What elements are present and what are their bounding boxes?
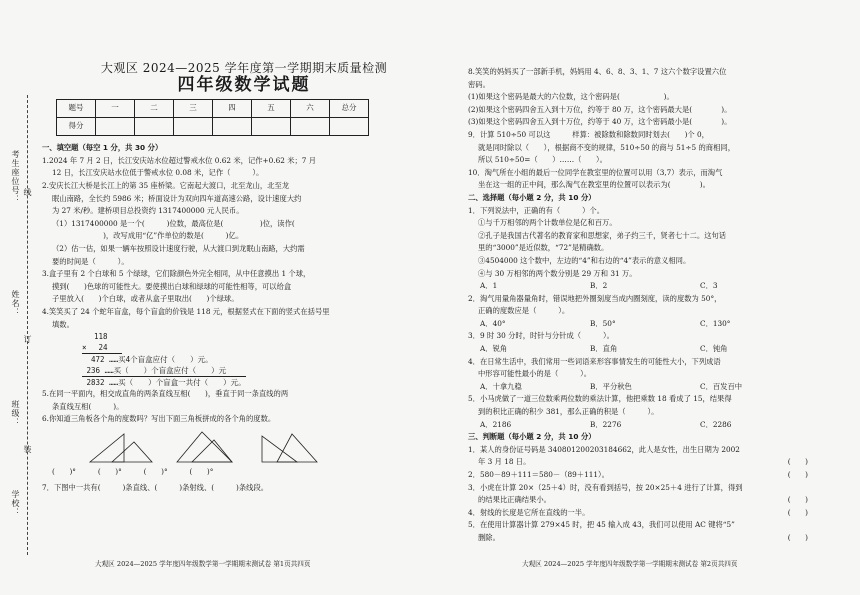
exam-subtitle: 四年级数学试题 (177, 74, 311, 95)
zhuang-mark: 装 (23, 445, 32, 454)
choice-5-line: 到的积比正确的积少 381，那么正确的积是（ ）。 (478, 407, 659, 417)
exam-title: 大观区 2024—2025 学年度第一学期期末质量检测 (100, 61, 388, 75)
class-label: 班级： (11, 400, 20, 427)
choice-1-options (468, 280, 848, 293)
choice-4-options (468, 381, 848, 394)
judge-3-line (468, 494, 848, 507)
judge-4-line (468, 507, 848, 520)
choice-5-options (468, 419, 848, 432)
question-3-line: 3.盒子里有 2 个白球和 5 个绿球，它们除颜色外完全相同，从中任意摸出 1 个球， (42, 269, 311, 279)
answer-paren[interactable]: ( ) (787, 457, 808, 467)
question-2-line: （1）1317400000 是一个( )位数，最高位是( )位，读作( (52, 218, 295, 228)
school-label: 学校： (11, 490, 20, 517)
judge-5-line (468, 532, 848, 545)
score-cell[interactable] (291, 118, 330, 136)
line-mark: 线 (23, 188, 32, 197)
score-header-cell: 五 (252, 100, 291, 118)
judge-4-text: 4．射线的长度是它所在直线的一半。 (468, 507, 590, 517)
mult-line: 472 ……买4个盲盒应付（ ）元。 (82, 355, 213, 365)
question-1-line: 1.2024 年 7 月 2 日，长江安庆站水位超过警戒水位 0.62 米，记作+0.62 米；7 月 (42, 155, 317, 165)
right-page-footer: 大观区 2024—2025 学年度四年级数学第一学期期末测试卷 第2页共四页 (522, 560, 738, 568)
vertical-multiplication (82, 331, 446, 388)
choice-2-options (468, 318, 848, 331)
option-a[interactable]: A．锐角 (480, 344, 508, 354)
choice-3-options (468, 343, 848, 356)
answer-paren[interactable]: ( ) (787, 507, 808, 517)
choice-4-line: 4．在日常生活中，我们常用一些词语来形容事情发生的可能性大小，下列成语 (468, 356, 721, 366)
choice-4-line: 中形容可能性最小的是（ ）。 (478, 369, 592, 379)
section-choice: 二、选择题（每小题 2 分，共 10 分） (468, 192, 596, 202)
option-c[interactable]: C．百发百中 (700, 381, 743, 391)
judge-5-text: 删除。 (478, 532, 500, 542)
question-9-line: 就是同时除以（ ），根据商不变的规律，510÷50 的商与 51÷5 的商相同， (478, 142, 735, 152)
score-cell[interactable] (252, 118, 291, 136)
score-table-header-row (57, 100, 369, 118)
option-c[interactable]: C．3 (700, 281, 718, 291)
option-b[interactable]: B．2276 (590, 419, 622, 429)
name-label: 姓名： (11, 290, 20, 317)
choice-1-line: ②孔子是我国古代著名的教育家和思想家，弟子约三千，贤者七十二。这句话 (478, 230, 727, 240)
triangle-rulers-figure (82, 428, 342, 466)
option-a[interactable]: A．1 (480, 281, 498, 291)
answer-paren[interactable]: ( ) (787, 495, 808, 505)
choice-1-line: 里的“3000”是近似数，“72”是精确数。 (478, 243, 609, 253)
binding-dashed-line (27, 95, 28, 555)
score-header-cell: 总分 (330, 100, 369, 118)
judge-3-text: 的结果比正确结果小。 (478, 495, 551, 505)
option-a[interactable]: A．十拿九稳 (480, 381, 522, 391)
score-header-cell: 题号 (57, 100, 96, 118)
option-c[interactable]: C．钝角 (700, 344, 728, 354)
question-5-line: 条直线互相( )。 (52, 401, 124, 411)
judge-2-text: 2．580－89＋111＝580－（89＋111）。 (468, 470, 609, 479)
choice-1-line: ④与 30 万相邻的两个数分别是 29 万和 31 万。 (478, 268, 637, 278)
judge-1-line (468, 456, 848, 469)
score-table (56, 99, 369, 136)
option-b[interactable]: B．2 (590, 281, 608, 291)
binding-margin (0, 0, 40, 595)
question-2-line: （2）估一估，如果一辆车按照设计速度行驶，从大渡口到龙眠山南路，大约需 (52, 243, 305, 253)
score-cell[interactable] (174, 118, 213, 136)
score-header-cell: 二 (135, 100, 174, 118)
question-8-line: (3)如果这个密码四舍五入到十万位，约等于 40 万，这个密码最小是( )。 (468, 117, 732, 127)
question-3-line: 子里放入( )个白球，或者从盒子里取出( )个绿球。 (52, 294, 239, 304)
question-4-line: 4.笑笑买了 24 个蛇年盲盒，每个盲盒的价钱是 118 元，根据竖式在下面的竖式在括号里 (42, 306, 330, 316)
question-9-line: 9．计算 510÷50 可以这 样算：被除数和除数同时划去( )个 0， (468, 129, 709, 139)
score-cell[interactable] (213, 118, 252, 136)
option-a[interactable]: A．40° (480, 318, 506, 328)
question-10-line: 坐在这一组的正中间，那么淘气在教室里的位置可以表示为( )。 (478, 180, 710, 190)
mult-line: 118 (82, 332, 108, 342)
answer-paren[interactable]: ( ) (787, 532, 808, 542)
question-1-line: 12 日，长江安庆站水位低于警戒水位 0.08 米，记作（ ）。 (52, 168, 264, 178)
option-c[interactable]: C．2286 (700, 419, 732, 429)
choice-2-line: 正确的度数应是（ ）。 (478, 306, 570, 316)
question-9-line: 所以 510÷50=（ ）……（ ）。 (478, 155, 607, 165)
judge-1-text: 年 3 月 18 日。 (478, 457, 531, 467)
question-5-line: 5.在同一平面内，相交成直角的两条直线互相( )，垂直于同一条直线的两 (42, 389, 289, 399)
judge-5-line: 5．在使用计算器计算 279×45 时，把 45 输入成 43，我们可以使用 AC 键将“5” (468, 520, 735, 530)
question-2-line: 2.安庆长江大桥是长江上的第 35 座桥梁。它南起大渡口，北至龙山，北至龙 (42, 180, 290, 190)
score-header-cell: 四 (213, 100, 252, 118)
left-page-footer: 大观区 2024—2025 学年度四年级数学第一学期期末测试卷 第1页共四页 (95, 560, 311, 568)
question-2-line: 要的时间是（ ）。 (52, 256, 129, 266)
section-fill-in: 一、填空题（每空 1 分，共 30 分） (42, 143, 163, 153)
left-page (42, 60, 446, 495)
degree-blanks: ( )° ( )° ( )° ( )° (52, 466, 214, 476)
section-judge: 三、判断题（每小题 2 分，共 10 分） (468, 432, 596, 442)
option-b[interactable]: B．直角 (590, 344, 618, 354)
question-8-line: 密码。 (468, 79, 490, 89)
choice-5-line: 5．小马虎做了一道三位数乘两位数的乘法计算，他把乘数 18 看成了 15，结果得 (468, 394, 732, 404)
score-cell[interactable] (96, 118, 135, 136)
option-b[interactable]: B．50° (590, 318, 616, 328)
question-8-line: (1)如果这个密码是最大的六位数，这个密码是( )。 (468, 92, 674, 102)
judge-2-line (468, 469, 848, 482)
score-cell[interactable] (330, 118, 369, 136)
question-3-line: 摸到( )色球的可能性大。要使摸出白球和绿球的可能性相等，可以给盒 (52, 281, 292, 291)
question-2-line: )，改写成用“亿”作单位的数是( )亿。 (52, 231, 244, 241)
question-6-line: 6.你知道三角板各个角的度数吗？写出下面三角板拼成的各个角的度数。 (42, 414, 276, 424)
mult-line: × 24 (82, 342, 122, 354)
judge-1-line: 1．某人的身份证号码是 340801200203184662，此人是女性，出生日期为 2002 (468, 444, 740, 454)
question-4-line: 填数。 (52, 319, 74, 329)
choice-2-line: 2．淘气用量角器量角时，错误地把外圈刻度当成内圈刻度，读的度数为 50°， (468, 293, 722, 303)
score-header-cell: 六 (291, 100, 330, 118)
answer-paren[interactable]: ( ) (787, 470, 808, 479)
choice-1-line: 1．下列说法中，正确的有（ ）个。 (468, 205, 604, 215)
question-8-line: 8.笑笑的妈妈买了一部新手机，妈妈用 4、6、8、3、1、7 这六个数字设置六位 (468, 67, 727, 76)
score-header-cell: 三 (174, 100, 213, 118)
option-a[interactable]: A．2186 (480, 419, 512, 429)
option-b[interactable]: B．平分秋色 (590, 381, 632, 391)
judge-3-line: 3．小虎在计算 20×（25＋4）时，没有看到括号，按 20×25＋4 进行了计算，得到 (468, 482, 743, 492)
score-cell[interactable] (135, 118, 174, 136)
choice-1-line: ①与千万相邻的两个计数单位是亿和百万。 (478, 218, 617, 228)
mult-line: 2832 ……买（ ）个盲盒一共付（ ）元。 (82, 378, 246, 388)
ding-mark: 订 (23, 335, 32, 344)
question-2-line: 眠山南路，全长约 5986 米；桥面设计为双向四车道高速公路，设计速度大约 (52, 193, 302, 203)
choice-3-line: 3．9 时 30 分时，时针与分针成（ ）。 (468, 331, 614, 341)
question-7-line: 7．下图中一共有( )条直线、( )条射线、( )条线段。 (42, 483, 269, 493)
option-c[interactable]: C．130° (700, 318, 731, 328)
score-header-cell: 一 (96, 100, 135, 118)
score-row-label: 得分 (57, 118, 96, 136)
exam-seat-label: 考生座位号： (11, 150, 20, 204)
choice-1-line: ③4504000 这个数中，左边的“4”和右边的“4”表示的意义相同。 (478, 255, 691, 265)
question-8-line: (2)如果这个密码四舍五入到十万位，约等于 80 万，这个密码最大是( )。 (468, 104, 732, 114)
question-10-line: 10．淘气所在小组的最后一位同学在教室里的位置可以用（3,7）表示，而淘气 (468, 167, 723, 177)
right-page (468, 66, 848, 545)
question-2-line: 为 27 米/秒。建桥项目总投资约 1317400000 元人民币。 (52, 206, 244, 216)
score-table-score-row (57, 118, 369, 136)
mult-line: 236 ……买（ ）个盲盒应付（ ）元 (82, 366, 227, 376)
